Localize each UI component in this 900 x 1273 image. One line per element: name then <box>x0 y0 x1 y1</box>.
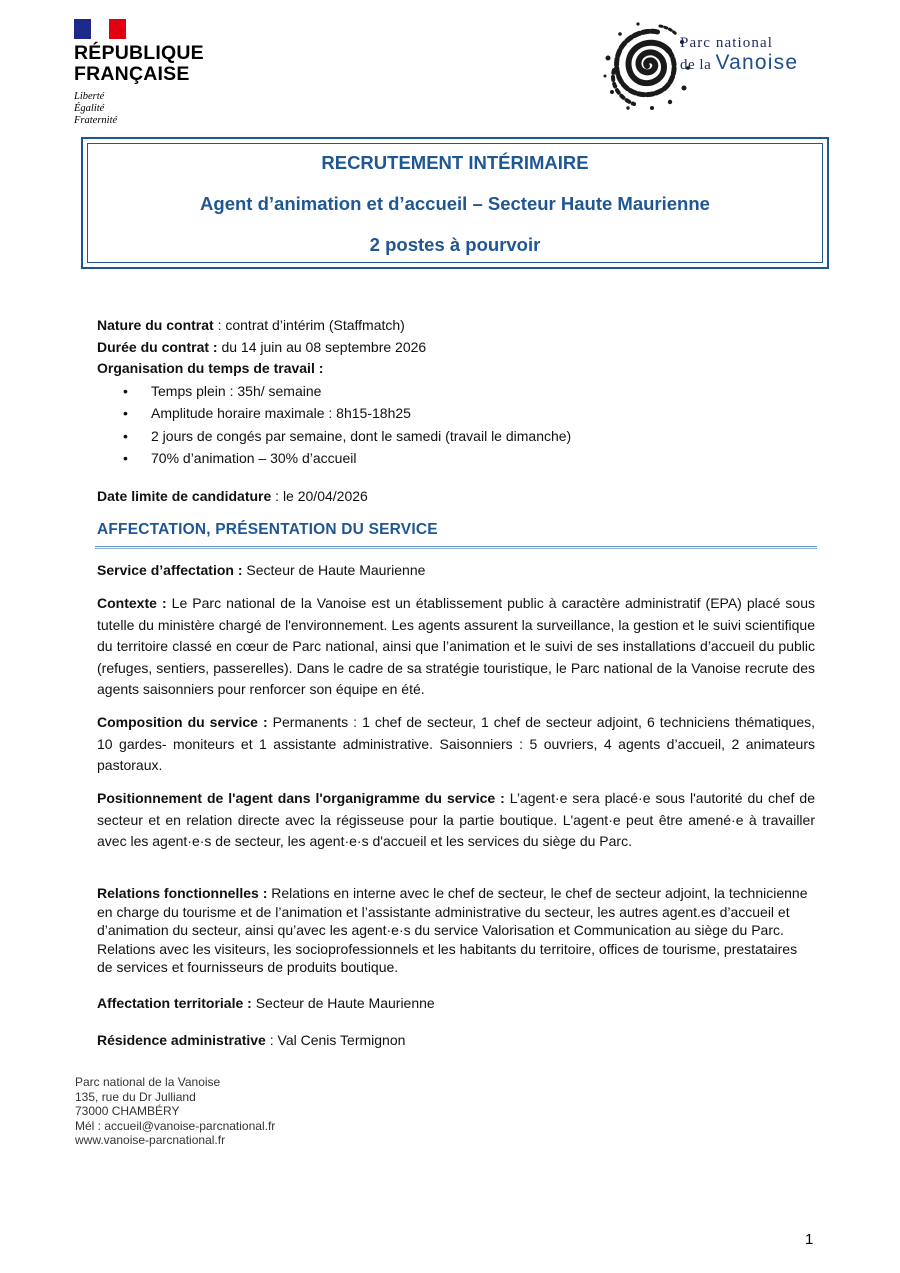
title-recruitment: RECRUTEMENT INTÉRIMAIRE <box>321 152 589 173</box>
residence-administrative: Résidence administrative : Val Cenis Termignon <box>97 1032 406 1048</box>
footer-address: Parc national de la Vanoise 135, rue du Dr Julliand 73000 CHAMBÉRY Mél : accueil@vanoise-parcnational.fr www.vanoise-parcnational.fr <box>75 1075 276 1147</box>
affectation-territoriale: Affectation territoriale : Secteur de Haute Maurienne <box>97 995 435 1011</box>
section-heading: AFFECTATION, PRÉSENTATION DU SERVICE <box>97 521 438 538</box>
page-number: 1 <box>805 1231 814 1248</box>
footer-email[interactable]: Mél : accueil@vanoise-parcnational.fr <box>75 1118 276 1133</box>
positionnement-paragraph: Positionnement de l'agent dans l'organigramme du service : L’agent·e sera placé·e sous l'autorité du chef de secteur et en relation directe avec la régisseuse pour la partie boutique. L'agent·e peut être amené·e à travailler avec les agent·e·s de secteur, les agent·e·s d'accueil et les services du siège du Parc. <box>97 790 815 849</box>
list-item: • Amplitude horaire maximale : 8h15-18h25 <box>97 402 815 425</box>
title-box <box>81 137 829 269</box>
footer-website-link[interactable]: www.vanoise-parcnational.fr <box>75 1133 226 1147</box>
service-affectation: Service d’affectation : Secteur de Haute Maurienne <box>97 562 426 578</box>
work-organisation-label: Organisation du temps de travail : <box>97 360 324 376</box>
composition-paragraph: Composition du service : Permanents : 1 chef de secteur, 1 chef de secteur adjoint, 6 techniciens thématiques, 10 gardes- moniteurs et 1 assistante administrative. Saisonniers : 5 ouvriers, 4 agents d’accueil, 2 animateurs pastoraux. <box>97 714 815 773</box>
rf-title: RÉPUBLIQUE FRANÇAISE <box>74 42 204 85</box>
contexte-paragraph: Contexte : Le Parc national de la Vanoise est un établissement public à caractère administratif (EPA) placé sous tutelle du ministère chargé de l'environnement. Les agents assurent la surveillance, la gestion et le suivi scientifique du territoire classé en cœur de Parc national, ainsi que l’animation et le suivi de ses installations d’accueil du public (refuges, sentiers, passerelles). Dans le cadre de sa stratégie touristique, le Parc national de la Vanoise recrute des agents saisonniers pour renforcer son équipe en été. <box>97 595 815 697</box>
rf-motto: Liberté Égalité Fraternité <box>74 91 118 126</box>
title-positions: 2 postes à pourvoir <box>369 234 541 255</box>
contract-details <box>97 315 815 470</box>
list-item: • 70% d’animation – 30% d’accueil <box>97 447 815 470</box>
list-item: • Temps plein : 35h/ semaine <box>97 380 815 403</box>
republique-francaise-logo <box>74 19 204 127</box>
application-deadline: Date limite de candidature : le 20/04/2026 <box>97 488 368 504</box>
list-item: • 2 jours de congés par semaine, dont le samedi (travail le dimanche) <box>97 425 815 448</box>
work-organisation-list <box>97 380 815 470</box>
vanoise-wordmark: Parc national de la Vanoise <box>680 35 799 74</box>
contract-nature: Nature du contrat : contrat d’intérim (Staffmatch) <box>97 317 405 333</box>
relations-paragraph: Relations fonctionnelles : Relations en interne avec le chef de secteur, le chef de secteur adjoint, la technicienne en charge du tourisme et de l’animation et l’assistante administrative du secteur, les autres agent.es d’accueil et d’animation du secteur, ainsi qu’avec les agent·e·s du service Valorisation et Communication au siège du Parc. Relations avec les visiteurs, les socioprofessionnels et les habitants du territoire, offices de tourisme, prestataires de services et fournisseurs de produits boutique. <box>97 885 808 975</box>
title-job: Agent d’animation et d’accueil – Secteur Haute Maurienne <box>200 193 710 214</box>
section-divider <box>95 546 817 549</box>
french-flag-icon <box>74 19 126 39</box>
contract-duration: Durée du contrat : du 14 juin au 08 septembre 2026 <box>97 338 427 355</box>
parc-national-vanoise-logo <box>600 18 840 113</box>
